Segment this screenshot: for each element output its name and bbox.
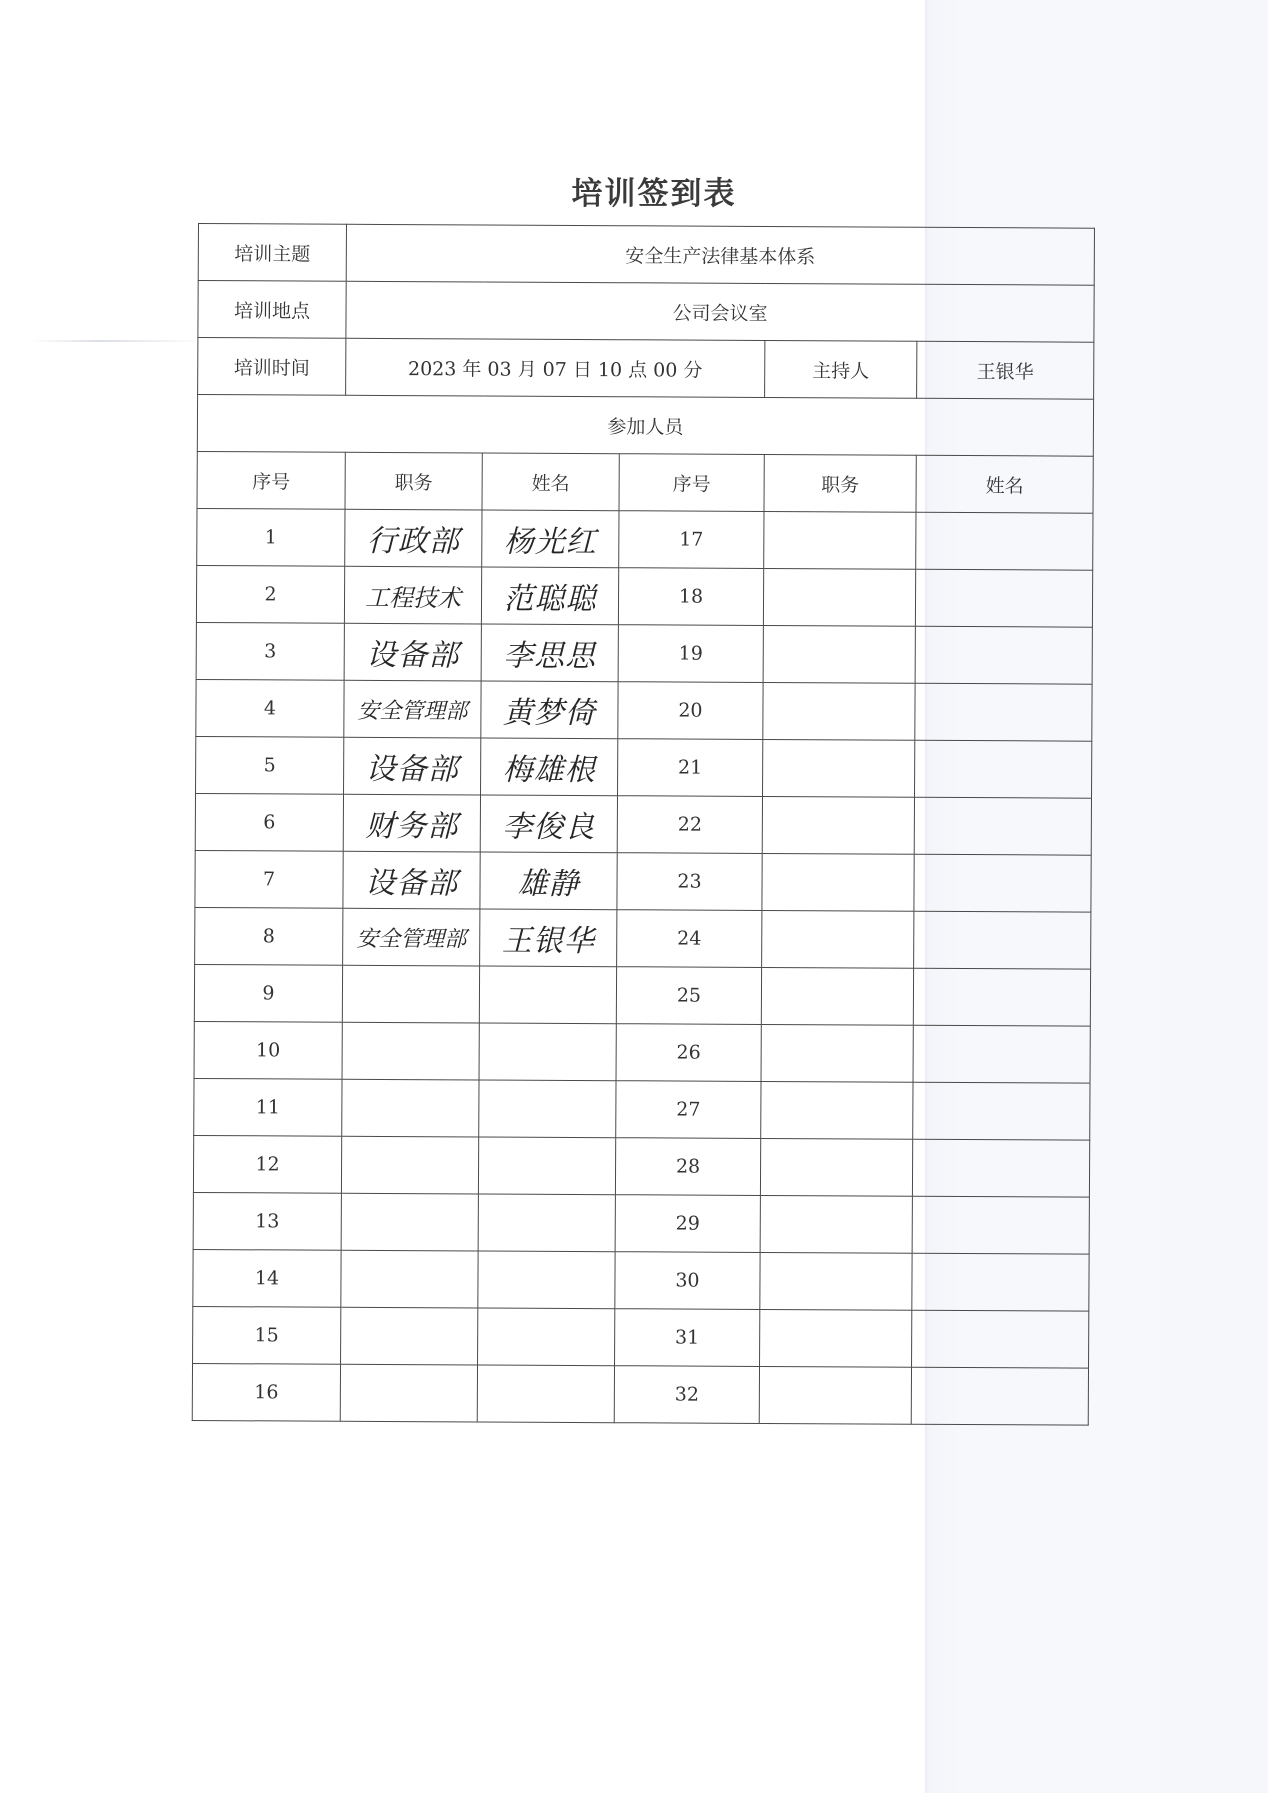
attendee-right-position-cell xyxy=(759,1366,911,1424)
attendee-right-seq-cell: 30 xyxy=(615,1252,760,1310)
attendee-row xyxy=(192,1363,1088,1425)
attendee-right-name-cell xyxy=(912,1253,1089,1311)
handwritten-position: 安全管理部 xyxy=(357,698,468,724)
location-row xyxy=(198,281,1094,343)
attendee-right-position-cell xyxy=(763,568,915,626)
attendee-left-seq-cell: 16 xyxy=(192,1363,340,1421)
attendee-right-name-cell xyxy=(911,1367,1088,1425)
attendee-right-seq-cell: 28 xyxy=(615,1138,760,1196)
attendee-right-name-cell xyxy=(914,911,1091,969)
attendee-left-name-cell xyxy=(481,567,618,625)
attendee-row xyxy=(196,565,1092,627)
attendee-left-name-cell xyxy=(481,681,618,739)
attendee-row xyxy=(195,907,1091,969)
attendee-right-seq-cell: 23 xyxy=(617,853,762,911)
handwritten-name: 雄静 xyxy=(517,866,580,903)
handwritten-position: 设备部 xyxy=(365,751,459,788)
attendee-right-seq-cell: 25 xyxy=(616,967,761,1025)
attendee-left-position-cell xyxy=(342,965,479,1023)
attendee-right-position-cell xyxy=(762,796,914,854)
attendee-right-name-cell xyxy=(913,968,1090,1026)
column-header-name-left: 姓名 xyxy=(482,453,619,511)
topic-label: 培训主题 xyxy=(198,224,346,282)
attendee-left-seq-cell: 7 xyxy=(195,850,343,908)
attendee-right-name-cell xyxy=(915,569,1092,627)
attendee-left-name-cell xyxy=(479,1023,616,1081)
handwritten-name: 梅雄根 xyxy=(502,752,596,789)
attendee-left-seq-cell: 11 xyxy=(194,1078,342,1136)
time-value: 2023 年 03 月 07 日 10 点 00 分 xyxy=(346,338,765,397)
handwritten-name: 王银华 xyxy=(501,923,595,960)
attendee-right-name-cell xyxy=(916,512,1093,570)
attendee-left-position-cell xyxy=(341,1136,478,1194)
attendee-left-position-cell xyxy=(344,623,481,681)
attendee-left-name-cell xyxy=(480,909,617,967)
attendee-left-position-cell xyxy=(342,1079,479,1137)
attendee-left-name-cell xyxy=(481,738,618,796)
location-value: 公司会议室 xyxy=(346,281,1094,342)
attendee-left-seq-cell: 6 xyxy=(195,793,343,851)
attendee-right-seq-cell: 18 xyxy=(618,568,763,626)
column-header-name-right: 姓名 xyxy=(916,455,1093,513)
attendee-left-name-cell xyxy=(478,1194,615,1252)
attendee-right-name-cell xyxy=(915,740,1092,798)
attendee-row xyxy=(195,793,1091,855)
attendee-left-seq-cell: 14 xyxy=(193,1249,341,1307)
host-label: 主持人 xyxy=(765,340,917,398)
attendee-right-name-cell xyxy=(914,797,1091,855)
attendee-right-position-cell xyxy=(760,1252,912,1310)
attendee-left-name-cell xyxy=(479,966,616,1024)
handwritten-name: 杨光红 xyxy=(503,524,597,561)
attendee-left-position-cell xyxy=(344,566,481,624)
attendee-left-seq-cell: 15 xyxy=(193,1306,341,1364)
attendee-left-seq-cell: 1 xyxy=(197,508,345,566)
attendee-left-name-cell xyxy=(480,795,617,853)
attendee-left-position-cell xyxy=(342,1022,479,1080)
attendee-row xyxy=(194,1078,1090,1140)
attendee-left-seq-cell: 4 xyxy=(196,679,344,737)
attendee-left-name-cell xyxy=(479,1080,616,1138)
attendee-right-seq-cell: 29 xyxy=(615,1195,760,1253)
attendee-right-name-cell xyxy=(912,1139,1089,1197)
attendee-left-name-cell xyxy=(478,1251,615,1309)
attendee-right-position-cell xyxy=(762,910,914,968)
attendee-right-position-cell xyxy=(761,967,913,1025)
attendee-left-name-cell xyxy=(478,1137,615,1195)
attendee-left-seq-cell: 12 xyxy=(193,1135,341,1193)
topic-row xyxy=(198,224,1094,286)
column-header-seq-right: 序号 xyxy=(619,454,764,512)
attendee-row xyxy=(196,622,1092,684)
attendee-left-name-cell xyxy=(480,852,617,910)
attendee-left-position-cell xyxy=(345,509,482,567)
location-label: 培训地点 xyxy=(198,281,346,339)
attendee-left-position-cell xyxy=(343,908,480,966)
attendee-right-seq-cell: 19 xyxy=(618,625,763,683)
attendee-right-name-cell xyxy=(915,683,1092,741)
attendees-heading-row xyxy=(197,395,1093,457)
handwritten-name: 黄梦倚 xyxy=(502,695,597,732)
sign-in-table xyxy=(192,223,1095,1426)
attendee-left-position-cell xyxy=(341,1250,478,1308)
attendee-row xyxy=(197,508,1093,570)
form-title: 培训签到表 xyxy=(571,176,737,212)
sign-in-table-body xyxy=(192,224,1094,1426)
time-row xyxy=(198,338,1094,400)
attendee-right-seq-cell: 24 xyxy=(617,910,762,968)
attendee-left-name-cell xyxy=(477,1365,614,1423)
attendee-right-position-cell xyxy=(763,682,915,740)
handwritten-name: 范聪聪 xyxy=(503,581,597,618)
attendee-left-seq-cell: 13 xyxy=(193,1192,341,1250)
attendee-right-position-cell xyxy=(762,853,914,911)
handwritten-name: 李思思 xyxy=(503,638,597,675)
host-value: 王银华 xyxy=(917,341,1094,399)
time-label: 培训时间 xyxy=(198,338,346,396)
handwritten-position: 财务部 xyxy=(365,808,459,845)
attendee-left-position-cell xyxy=(344,737,481,795)
attendee-row xyxy=(193,1306,1089,1368)
handwritten-position: 安全管理部 xyxy=(356,926,467,952)
attendee-right-position-cell xyxy=(761,1024,913,1082)
attendee-left-seq-cell: 2 xyxy=(196,565,344,623)
attendee-right-position-cell xyxy=(761,1081,913,1139)
attendee-left-name-cell xyxy=(478,1308,615,1366)
attendee-right-name-cell xyxy=(912,1196,1089,1254)
attendee-right-name-cell xyxy=(913,1082,1090,1140)
attendee-left-seq-cell: 8 xyxy=(195,907,343,965)
handwritten-position: 工程技术 xyxy=(364,583,462,612)
attendee-row xyxy=(193,1192,1089,1254)
attendee-row xyxy=(194,1021,1090,1083)
column-header-position-right: 职务 xyxy=(764,454,916,512)
attendees-heading: 参加人员 xyxy=(197,395,1093,457)
column-header-row xyxy=(197,451,1093,513)
attendee-left-seq-cell: 5 xyxy=(196,736,344,794)
column-header-position-left: 职务 xyxy=(345,452,482,510)
attendee-row xyxy=(193,1249,1089,1311)
attendee-row xyxy=(195,850,1091,912)
topic-value: 安全生产法律基本体系 xyxy=(346,224,1094,285)
attendee-left-position-cell xyxy=(343,794,480,852)
column-header-seq-left: 序号 xyxy=(197,451,345,509)
attendee-right-seq-cell: 20 xyxy=(618,682,763,740)
attendee-right-position-cell xyxy=(760,1195,912,1253)
attendee-right-name-cell xyxy=(914,854,1091,912)
attendee-right-position-cell xyxy=(760,1138,912,1196)
scan-fold-mark xyxy=(30,340,205,342)
attendee-left-name-cell xyxy=(482,510,619,568)
attendee-right-seq-cell: 32 xyxy=(614,1366,759,1424)
handwritten-position: 设备部 xyxy=(364,865,459,902)
attendee-row xyxy=(194,964,1090,1026)
handwritten-position: 设备部 xyxy=(366,637,460,674)
attendee-right-seq-cell: 27 xyxy=(616,1081,761,1139)
attendee-row xyxy=(193,1135,1089,1197)
attendee-row xyxy=(196,679,1092,741)
attendee-left-name-cell xyxy=(481,624,618,682)
attendee-left-position-cell xyxy=(340,1364,477,1422)
attendee-right-position-cell xyxy=(764,511,916,569)
attendee-right-name-cell xyxy=(912,1310,1089,1368)
attendee-right-seq-cell: 17 xyxy=(619,511,764,569)
attendee-left-position-cell xyxy=(344,680,481,738)
attendee-row xyxy=(196,736,1092,798)
handwritten-position: 行政部 xyxy=(366,523,460,560)
attendee-left-seq-cell: 9 xyxy=(194,964,342,1022)
attendee-left-seq-cell: 10 xyxy=(194,1021,342,1079)
handwritten-name: 李俊良 xyxy=(502,809,596,846)
attendee-left-seq-cell: 3 xyxy=(196,622,344,680)
attendee-left-position-cell xyxy=(341,1193,478,1251)
attendee-right-position-cell xyxy=(763,625,915,683)
attendee-right-name-cell xyxy=(913,1025,1090,1083)
attendee-right-seq-cell: 21 xyxy=(618,739,763,797)
attendee-right-seq-cell: 31 xyxy=(615,1309,760,1367)
attendee-right-seq-cell: 22 xyxy=(617,796,762,854)
attendee-right-position-cell xyxy=(763,739,915,797)
attendee-right-name-cell xyxy=(915,626,1092,684)
attendee-left-position-cell xyxy=(343,851,480,909)
attendee-right-seq-cell: 26 xyxy=(616,1024,761,1082)
attendee-left-position-cell xyxy=(341,1307,478,1365)
attendee-right-position-cell xyxy=(760,1309,912,1367)
